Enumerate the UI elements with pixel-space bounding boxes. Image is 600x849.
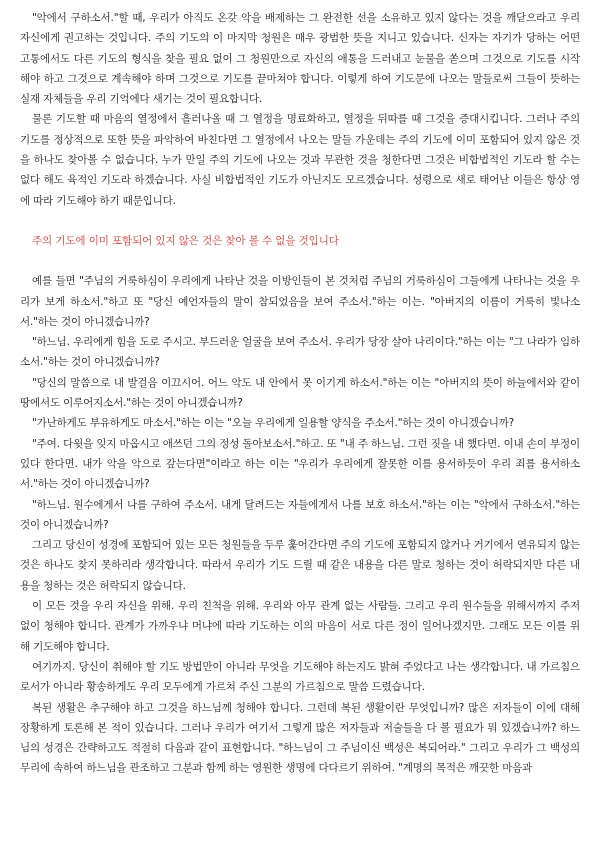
paragraph: 물론 기도할 때 마음의 열정에서 흘러나올 때 그 열정을 명료화하고, 열정을 뒤따를 때 그것을 증대시킵니다. 그러나 주의 기도를 정상적으로 또한 뜻을 파악하여 바친다면 그 열정에서 나오는 말들 가운데는 주의 기도에 이미 포함되어 있지 않은 것을 하나도 찾아볼 수 없습니다. 누가 만일 주의 기도에 나오는 것과 무관한 것을 청한다면 그것은 비합법적인 기도라 할 수는 없다 해도 육적인 기도라 하겠습니다. 사실 비합법적인 기도가 아닌지도 모르겠습니다. 성령으로 새로 태어난 이들은 항상 영에 따라 기도해야 하기 때문입니다. (20, 113, 580, 207)
paragraph: "악에서 구하소서."할 때, 우리가 아직도 온갖 악을 배제하는 그 완전한 선을 소유하고 있지 않다는 것을 깨닫으라고 우리 자신에게 권고하는 것입니다. 주의 기도의 이 마지막 청원은 매우 광범한 뜻을 지니고 있습니다. 신자는 자기가 당하는 어떤 고통에서도 다른 기도의 형식을 찾을 필요 없이 그 청원만으로 자신의 애통을 드러내고 눈물을 쏟으며 그것으로 기도를 시작해야 하고 그것으로 계속해야 하며 그것으로 기도를 끝마쳐야 합니다. 이렇게 하여 기도문에 나오는 말들로써 그들이 뜻하는 실재 자체들을 우리 기억에다 새기는 것이 필요합니다. (20, 12, 580, 106)
paragraph: "주여. 다윗을 잊지 마옵시고 애쓰던 그의 정성 돌아보소서."하고. 또 "내 주 하느님. 그런 짓을 내 했다면. 이내 손이 부정이 있다 한다면. 내가 악을 악으로 갚는다면"이라고 하는 이는 "우리가 우리에게 잘못한 이를 용서하듯이 우리 죄를 용서하소서."하는 것이 아니겠습니까? (20, 437, 581, 491)
paragraph: 이 모든 것을 우리 자신을 위해. 우리 친척을 위해. 우리와 아무 관계 없는 사람들. 그리고 우리 원수들을 위해서까지 주저 없이 청해야 합니다. 관계가 가까우냐 머냐에 따라 기도하는 이의 마음이 서로 다른 정이 일어나겠지만. 그래도 모든 이를 위해 기도해야 합니다. (20, 600, 580, 653)
spacer (20, 251, 580, 271)
spacer (20, 211, 580, 231)
paragraph: "가난하게도 부유하게도 마소서."하는 이는 "오늘 우리에게 일용할 양식을 주소서."하는 것이 아니겠습니까? (32, 417, 515, 430)
paragraph: "당신의 말씀으로 내 발걸음 이끄시어. 어느 악도 내 안에서 못 이기게 하소서."하는 이는 "아버지의 뜻이 하늘에서와 같이 땅에서도 이루어지소서."하는 것이 아니겠습니까? (20, 376, 580, 410)
section-heading: 주의 기도에 이미 포함되어 있지 않은 것은 찾아 볼 수 없을 것입니다 (32, 234, 339, 247)
paragraph: "하느님. 원수에게서 나를 구하여 주소서. 내게 달려드는 자들에게서 나를 보호 하소서."하는 이는 "악에서 구하소서."하는 것이 아니겠습니까? (20, 498, 580, 531)
paragraph: 복된 생활은 추구해야 하고 그것을 하느님께 청해야 합니다. 그런데 복된 생활이란 무엇입니까? 많은 저자들이 이에 대해 장황하게 토론해 본 적이 있습니다. 그러나 우리가 여기서 그렇게 많은 저자들과 저술들을 다 볼 필요가 뭐 있겠습니까? 하느님의 성경은 간략하고도 적절히 다음과 같이 표현합니다. "하느님이 그 주님이신 백성은 복되어라." 그리고 우리가 그 백성의 무리에 속하여 하느님을 관조하고 그분과 함께 하는 영원한 생명에 다다르기 위하여. "계명의 목적은 깨끗한 마음과 (20, 701, 580, 775)
paragraph: 여기까지. 당신이 취해야 할 기도 방법만이 아니라 무엇을 기도해야 하는지도 밝혀 주었다고 나는 생각합니다. 내 가르침으로서가 아니라 황송하게도 우리 모두에게 가르쳐 주신 그분의 가르침으로 말씀 드렸습니다. (20, 660, 580, 694)
paragraph: "하느님. 우리에게 힘을 도로 주시고. 부드러운 얼굴을 보여 주소서. 우리가 당장 살아 나리이다."하는 이는 "그 나라가 임하소서."하는 것이 아니겠습니까? (20, 336, 580, 369)
paragraph: 그리고 당신이 성경에 포함되어 있는 모든 청원들을 두루 훑어간다면 주의 기도에 포함되지 않거나 거기에서 연유되지 않는 것은 하나도 찾지 못하리라 생각합니다. 따라서 우리가 기도 드릴 때 같은 내용을 다른 말로 청하는 것이 허락되지만 다른 내용을 청하는 것은 허락되지 않습니다. (20, 539, 580, 592)
document-page (20, 8, 580, 779)
paragraph: 예를 들면 "주님의 거룩하심이 우리에게 나타난 것을 이방인들이 본 것처럼 주님의 거룩하심이 그들에게 나타나는 것을 우리가 보게 하소서."하고 또 "당신 예언자들의 말이 참되었음을 보여 주소서."하는 이는. "아버지의 이름이 거룩히 빛나소서."하는 것이 아니겠습니까? (20, 275, 580, 328)
